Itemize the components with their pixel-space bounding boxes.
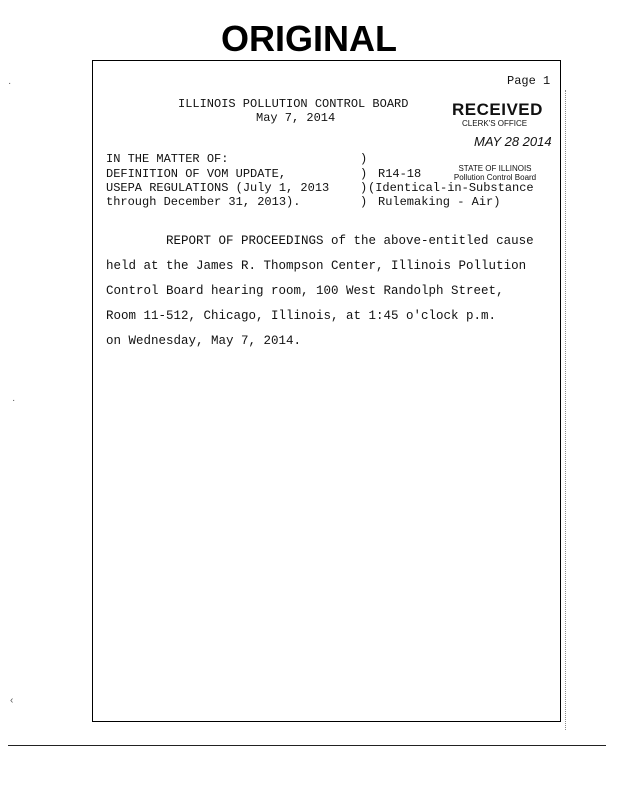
caption-paren-4: ) <box>360 195 368 209</box>
body-line-2: held at the James R. Thompson Center, Illinois Pollution <box>106 259 527 273</box>
board-title: ILLINOIS POLLUTION CONTROL BOARD <box>178 97 409 111</box>
rulemaking-subtype: Rulemaking - Air) <box>378 195 501 209</box>
caption-paren-1: ) <box>360 152 368 166</box>
caption-left-1: IN THE MATTER OF: <box>106 152 229 166</box>
scan-speck: · <box>8 78 12 89</box>
caption-paren-2: ) <box>360 167 368 181</box>
body-line-3: Control Board hearing room, 100 West Randolph Street, <box>106 284 504 298</box>
docket-number: R14-18 <box>378 167 422 181</box>
body-line-1: REPORT OF PROCEEDINGS of the above-entitled cause <box>106 234 534 248</box>
received-stamp: RECEIVED <box>452 100 543 119</box>
state-board-stamp <box>450 164 540 182</box>
board-line: Pollution Control Board <box>453 173 537 182</box>
received-date: MAY 28 2014 <box>474 134 552 149</box>
hearing-date: May 7, 2014 <box>256 111 336 125</box>
body-line-4: Room 11-512, Chicago, Illinois, at 1:45 o'clock p.m. <box>106 309 497 323</box>
caption-left-4: through December 31, 2013). <box>106 195 301 209</box>
caption-left-3: USEPA REGULATIONS (July 1, 2013 <box>106 181 330 195</box>
page-number: Page 1 <box>507 74 551 88</box>
scan-speck: · <box>12 395 16 406</box>
bottom-rule <box>8 745 606 746</box>
state-line: STATE OF ILLINOIS <box>458 164 532 173</box>
clerks-office: CLERK'S OFFICE <box>462 119 528 128</box>
margin-dots <box>565 90 567 730</box>
caption-left-2: DEFINITION OF VOM UPDATE, <box>106 167 287 181</box>
rulemaking-type: (Identical-in-Substance <box>368 181 534 195</box>
body-line-5: on Wednesday, May 7, 2014. <box>106 334 302 348</box>
scan-speck: ‹ <box>10 695 14 706</box>
caption-paren-3: ) <box>360 181 368 195</box>
original-stamp: ORIGINAL <box>221 18 397 59</box>
